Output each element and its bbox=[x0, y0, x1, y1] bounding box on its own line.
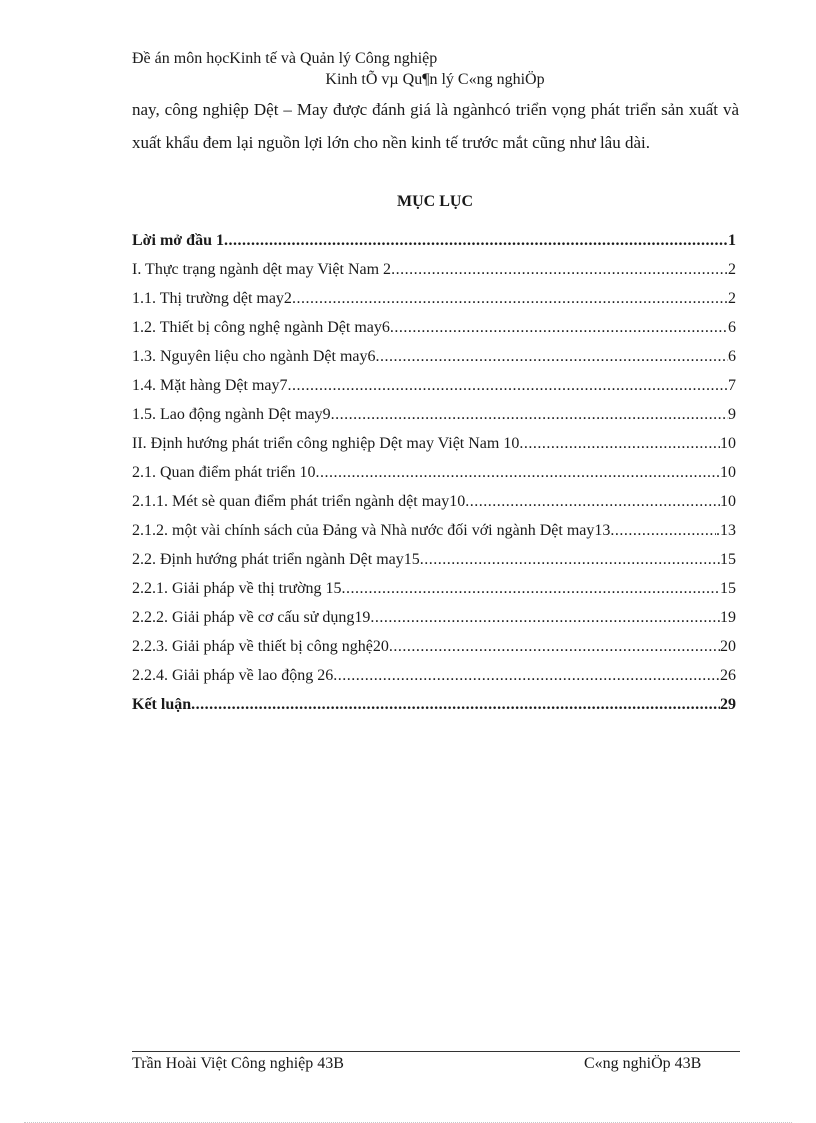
toc-leader-dots bbox=[370, 609, 720, 627]
intro-paragraph: nay, công nghiệp Dệt – May được đánh giá là ngànhcó triển vọng phát triển sản xuất và xuất khẩu đem lại nguồn lợi lớn cho nền kinh tế trước mắt cũng như lâu dài. bbox=[132, 100, 739, 152]
footer-divider bbox=[132, 1051, 740, 1052]
toc-entry[interactable] bbox=[132, 261, 736, 290]
toc-entry-label: 2.2.4. Giải pháp về lao động 26 bbox=[132, 667, 334, 684]
toc-leader-dots bbox=[610, 522, 716, 540]
toc-entry-label: 1.3. Nguyên liệu cho ngành Dệt may6 bbox=[132, 348, 376, 365]
toc-entry-label: 2.2. Định hướng phát triển ngành Dệt may15 bbox=[132, 551, 420, 568]
toc-entry-page: .13 bbox=[716, 522, 736, 539]
toc-entry-label: 2.1.2. một vài chính sách của Đảng và Nhà nước đối với ngành Dệt may13 bbox=[132, 522, 611, 539]
toc-leader-dots bbox=[224, 232, 728, 250]
toc-leader-dots bbox=[389, 638, 720, 656]
toc-entry-page: 2 bbox=[728, 261, 736, 278]
footer-author: Trần Hoài Việt Công nghiệp 43B bbox=[132, 1055, 344, 1072]
toc-leader-dots bbox=[292, 290, 728, 308]
toc-entry-page: 19 bbox=[720, 609, 736, 626]
toc-entry[interactable] bbox=[132, 522, 736, 551]
toc-entry-label: 1.1. Thị trường dệt may2 bbox=[132, 290, 292, 307]
toc-entry-page: 2 bbox=[728, 290, 736, 307]
toc-entry[interactable] bbox=[132, 377, 736, 406]
toc-leader-dots bbox=[342, 580, 720, 598]
toc-leader-dots bbox=[391, 261, 728, 279]
toc-entry-label: Lời mở đầu 1 bbox=[132, 232, 224, 249]
toc-leader-dots bbox=[333, 667, 720, 685]
table-of-contents bbox=[132, 232, 736, 725]
toc-entry-page: 26 bbox=[720, 667, 736, 684]
toc-entry-page: 7 bbox=[728, 377, 736, 394]
toc-entry-label: II. Định hướng phát triển công nghiệp Dệt may Việt Nam 10 bbox=[132, 435, 520, 452]
toc-entry[interactable] bbox=[132, 551, 736, 580]
toc-entry-label: 2.2.1. Giải pháp về thị trường 15 bbox=[132, 580, 342, 597]
header-course-title: Đề án môn họcKinh tế và Quản lý Công nghiệp bbox=[132, 50, 438, 67]
toc-leader-dots bbox=[390, 319, 728, 337]
toc-entry[interactable] bbox=[132, 406, 736, 435]
toc-entry[interactable] bbox=[132, 290, 736, 319]
toc-entry-page: 10 bbox=[720, 435, 736, 452]
toc-entry[interactable] bbox=[132, 580, 736, 609]
toc-entry-label: I. Thực trạng ngành dệt may Việt Nam 2 bbox=[132, 261, 392, 278]
toc-heading: MỤC LỤC bbox=[397, 193, 473, 210]
toc-entry[interactable] bbox=[132, 667, 736, 696]
toc-entry[interactable] bbox=[132, 232, 736, 261]
toc-entry[interactable] bbox=[132, 696, 736, 725]
footer-running-title: C«ng nghiÖp 43B bbox=[584, 1055, 702, 1072]
toc-entry-label: 2.2.2. Giải pháp về cơ cấu sử dụng19 bbox=[132, 609, 371, 626]
toc-entry-label: 1.4. Mặt hàng Dệt may7 bbox=[132, 377, 288, 394]
toc-entry-page: 6 bbox=[728, 319, 736, 336]
toc-entry[interactable] bbox=[132, 435, 736, 464]
toc-entry-label: 1.5. Lao động ngành Dệt may9 bbox=[132, 406, 331, 423]
toc-entry[interactable] bbox=[132, 348, 736, 377]
toc-entry[interactable] bbox=[132, 638, 736, 667]
toc-entry[interactable] bbox=[132, 319, 736, 348]
toc-leader-dots bbox=[316, 464, 720, 482]
toc-entry-page: 10 bbox=[720, 493, 736, 510]
toc-leader-dots bbox=[288, 377, 728, 395]
toc-leader-dots bbox=[191, 696, 720, 714]
toc-entry-label: 2.1.1. Mét sè quan điểm phát triển ngành dệt may10 bbox=[132, 493, 466, 510]
toc-entry-page: 15 bbox=[720, 580, 736, 597]
toc-entry-label: Kết luận bbox=[132, 696, 192, 713]
toc-entry-label: 1.2. Thiết bị công nghệ ngành Dệt may6 bbox=[132, 319, 390, 336]
toc-entry-label: 2.2.3. Giải pháp về thiết bị công nghệ20 bbox=[132, 638, 389, 655]
toc-entry[interactable] bbox=[132, 609, 736, 638]
toc-leader-dots bbox=[519, 435, 720, 453]
toc-entry-page: 10 bbox=[720, 464, 736, 481]
toc-entry-page: 1 bbox=[728, 232, 736, 249]
toc-entry-label: 2.1. Quan điểm phát triển 10 bbox=[132, 464, 316, 481]
toc-leader-dots bbox=[376, 348, 729, 366]
toc-leader-dots bbox=[331, 406, 728, 424]
toc-entry-page: 20 bbox=[720, 638, 736, 655]
toc-entry-page: 15 bbox=[720, 551, 736, 568]
toc-leader-dots bbox=[465, 493, 720, 511]
toc-leader-dots bbox=[420, 551, 720, 569]
toc-entry[interactable] bbox=[132, 493, 736, 522]
toc-entry-page: 6 bbox=[728, 348, 736, 365]
toc-entry[interactable] bbox=[132, 464, 736, 493]
toc-entry-page: 29 bbox=[720, 696, 736, 713]
toc-entry-page: 9 bbox=[728, 406, 736, 423]
header-running-title: Kinh tÕ vµ Qu¶n lý C«ng nghiÖp bbox=[325, 71, 545, 88]
